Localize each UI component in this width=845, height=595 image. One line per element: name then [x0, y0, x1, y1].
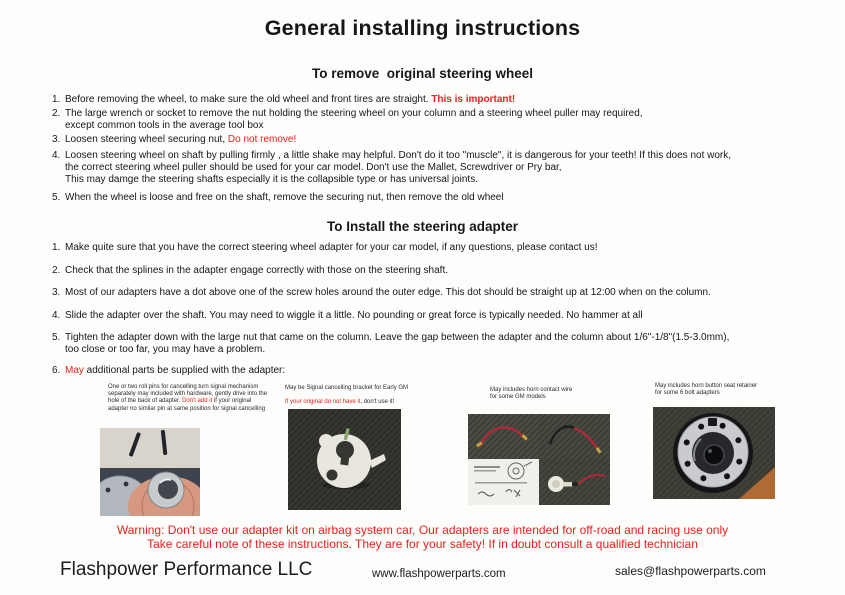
list-item-text: May be Signal cancelling bracket for Early GM If your original do not have it, don't use it!: [285, 385, 409, 406]
list-item-text: Make quite sure that you have the correct steering wheel adapter for your car model, if any questions, please contact us!: [65, 242, 598, 253]
horn-button-seat-retainer-photo: [653, 407, 775, 499]
list-item-text: Loosen steering wheel securing nut, Do not remove!: [65, 134, 297, 145]
list-item-text: Tighten the adapter down with the large nut that came on the column. Leave the gap between the adapter and the column about 1/6"-1/8"(1.5-3.0mm), too close or too far, you may have a problem.: [65, 332, 730, 355]
sales-email: sales@flashpowerparts.com: [615, 564, 766, 578]
list-item-text: May includes horn contact wire for some GM models: [490, 387, 573, 401]
install-steps-list: [52, 242, 729, 377]
list-item: [52, 287, 729, 299]
list-item: [285, 385, 408, 407]
list-item: [52, 108, 731, 132]
warning-line-1: Warning: Don't use our adapter kit on airbag system car, Our adapters are intended for off-road and racing use only: [116, 523, 729, 537]
list-item-text: May includes horn button seat retainer for some 6 bolt adapters: [655, 383, 758, 397]
list-item: [52, 134, 731, 146]
list-item-number: 4.: [52, 150, 61, 161]
list-item-text: Most of our adapters have a dot above one of the screw holes around the outer edge. This dot should be straight up at 12:00 when on the column.: [65, 287, 711, 298]
list-item-text: When the wheel is loose and free on the shaft, remove the securing nut, then remove the old wheel: [65, 192, 504, 203]
cancelling-bracket-photo: [288, 409, 401, 510]
list-item-text: Loosen steering wheel on shaft by pulling firmly , a little shake may helpful. Don't do it too "muscle", it is dangerous for your teeth! If this does not work, the correct steering wheel puller should be used for your car model. Don't use the Mallet, Screwdriver or Pry bar, This may damge the steering shafts especially it is the collapsible type or has universal joints.: [65, 150, 732, 185]
list-item: [52, 242, 729, 254]
list-item-number: 5.: [52, 332, 61, 343]
list-item: [52, 94, 731, 106]
list-item: [52, 332, 729, 356]
list-item-text: Check that the splines in the adapter engage correctly with those on the steering shaft.: [65, 264, 449, 276]
list-item: [52, 192, 731, 204]
company-name: Flashpower Performance LLC: [60, 559, 313, 580]
list-item: [490, 387, 572, 401]
list-item-number: 3.: [52, 134, 61, 145]
list-item-number: 2.: [52, 108, 61, 119]
remove-section-heading: To remove original steering wheel: [311, 66, 534, 81]
list-item: [52, 150, 731, 186]
list-item: [655, 383, 757, 397]
cancelling-bracket-caption: [285, 385, 408, 407]
warning-line-2: Take careful note of these instructions. They are for your safety! If in doubt consult a qualified technician: [147, 537, 698, 551]
list-item-text: Slide the adapter over the shaft. You may need to wiggle it a little. No pounding or great force is typically needed. No hammer at all: [65, 309, 643, 321]
list-item-text: One or two roll pins for cancelling turn signal mechanism separately may included with hardware, gently drive into the hole of the back of adapter. Don't add it if your original adapter no similar pin at same position for signal cancelling: [108, 384, 268, 412]
page-title: General installing instructions: [264, 16, 581, 40]
list-item-number: 1.: [52, 94, 61, 105]
list-item-text: Before removing the wheel, to make sure the old wheel and front tires are straight. This is important!: [65, 94, 516, 105]
list-item-number: 2.: [52, 264, 61, 276]
list-item-number: 4.: [52, 309, 61, 321]
list-item: [52, 365, 729, 377]
remove-steps-list: [52, 94, 731, 204]
horn-button-seat-retainer-caption: [655, 383, 757, 397]
list-item-number: 1.: [52, 242, 61, 253]
list-item-number: 3.: [52, 287, 61, 298]
horn-contact-wire-photo: [468, 414, 610, 505]
website-url: www.flashpowerparts.com: [372, 568, 506, 580]
horn-contact-wire-caption: [490, 387, 572, 401]
list-item-number: 5.: [52, 192, 61, 203]
list-item: [52, 310, 729, 322]
list-item-text: The large wrench or socket to remove the nut holding the steering wheel on your column and a steering wheel puller may required, except common tools in the average tool box: [65, 108, 643, 131]
list-item: [52, 265, 729, 277]
install-section-heading: To Install the steering adapter: [326, 219, 519, 234]
list-item-number: 6.: [52, 364, 61, 376]
list-item: [108, 384, 267, 413]
roll-pins-caption: [108, 384, 267, 413]
list-item-text: May additional parts be supplied with the adapter:: [65, 364, 286, 376]
roll-pins-photo: [100, 428, 200, 516]
